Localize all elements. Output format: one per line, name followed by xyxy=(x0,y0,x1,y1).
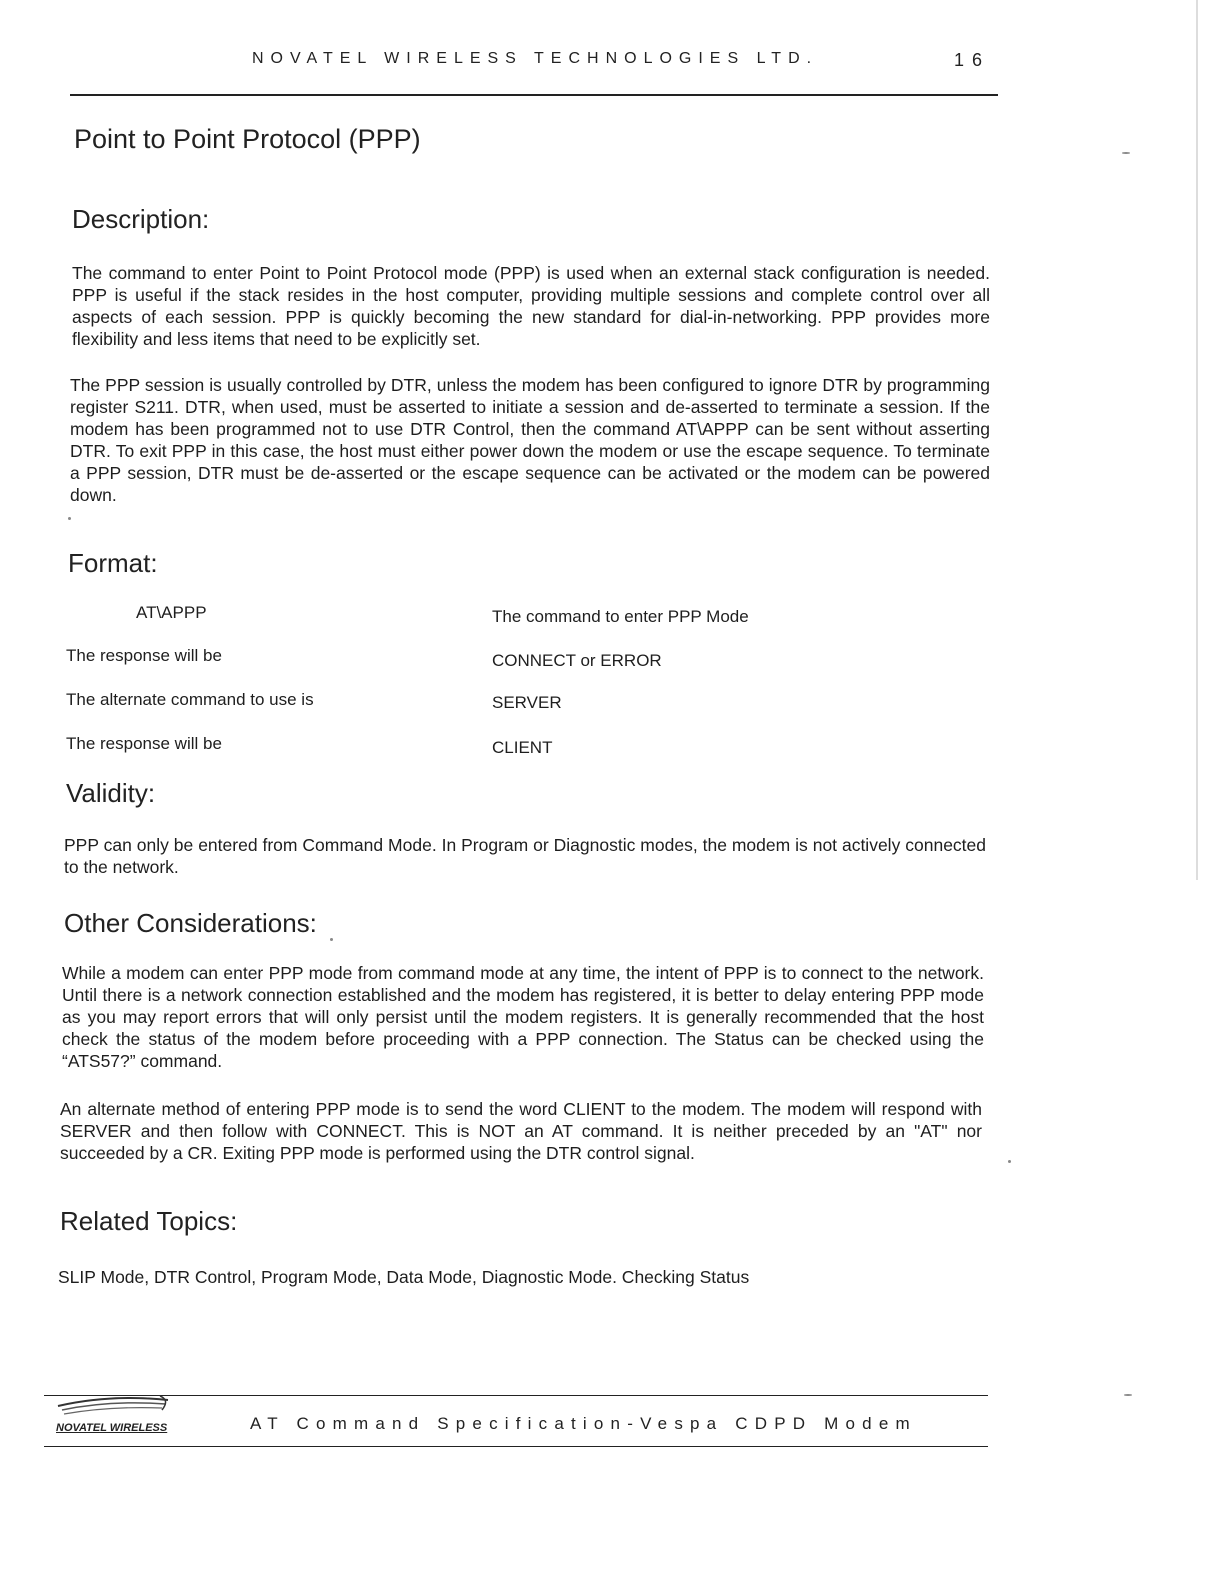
format-row-1-right: The command to enter PPP Mode xyxy=(492,607,749,626)
format-row-3-left: The alternate command to use is xyxy=(66,690,314,709)
other-considerations-heading: Other Considerations: xyxy=(64,908,317,938)
validity-heading: Validity: xyxy=(66,778,156,808)
related-topics-heading: Related Topics: xyxy=(60,1206,238,1236)
format-row-2-right: CONNECT or ERROR xyxy=(492,651,662,670)
description-paragraph-1: The command to enter Point to Point Protocol mode (PPP) is used when an external stack configuration is needed. PPP is useful if the stack resides in the host computer, providing multiple sessions and complete control over all aspects of each session. PPP is quickly becoming the new standard for dial-in-networking. PPP provides more flexibility and less items that need to be explicitly set. xyxy=(72,263,990,349)
scan-speck xyxy=(1122,152,1130,154)
page-title: Point to Point Protocol (PPP) xyxy=(74,124,421,154)
other-considerations-paragraph-1: While a modem can enter PPP mode from command mode at any time, the intent of PPP is to connect to the network. Until there is a network connection established and the modem has registered, it is better to delay entering PPP mode as you may report errors that will only persist until the modem registers. It is generally recommended that the host check the status of the modem before proceeding with a PPP connection. The Status can be checked using the “ATS57?” command. xyxy=(62,963,984,1071)
page-number: 16 xyxy=(954,50,991,70)
format-heading: Format: xyxy=(68,548,158,578)
scan-speck xyxy=(1008,1160,1011,1163)
format-row-3-right: SERVER xyxy=(492,693,562,712)
scan-speck xyxy=(1124,1394,1132,1396)
format-row-4-right: CLIENT xyxy=(492,738,553,757)
footer-title: AT Command Specification-Vespa CDPD Modem xyxy=(250,1414,917,1433)
footer-rule-bottom xyxy=(44,1446,988,1447)
scan-speck xyxy=(68,517,71,520)
description-paragraph-2: The PPP session is usually controlled by DTR, unless the modem has been configured to ignore DTR by programming register S211. DTR, when used, must be asserted to initiate a session and de-asserted to terminate a session. If the modem has been programmed not to use DTR Control, then the command AT\APPP can be sent without asserting DTR. To exit PPP in this case, the host must either power down the modem or use the escape sequence. To terminate a PPP session, DTR must be de-asserted or the escape sequence can be activated or the modem can be powered down. xyxy=(70,375,990,505)
description-heading: Description: xyxy=(72,204,210,234)
validity-paragraph: PPP can only be entered from Command Mode. In Program or Diagnostic modes, the modem is not actively connected to the network. xyxy=(64,835,986,877)
header-company-name: NOVATEL WIRELESS TECHNOLOGIES LTD. xyxy=(252,50,819,67)
scan-speck xyxy=(330,938,333,941)
related-topics-text: SLIP Mode, DTR Control, Program Mode, Data Mode, Diagnostic Mode. Checking Status xyxy=(58,1267,750,1287)
format-row-2-left: The response will be xyxy=(66,646,222,665)
scan-edge-line xyxy=(1196,0,1198,880)
format-row-4-left: The response will be xyxy=(66,734,222,753)
footer-rule-top xyxy=(44,1395,988,1396)
format-row-1-left: AT\APPP xyxy=(136,603,207,622)
logo-wordmark: NOVATEL WIRELESS xyxy=(56,1422,168,1434)
other-considerations-paragraph-2: An alternate method of entering PPP mode is to send the word CLIENT to the modem. The modem will respond with SERVER and then follow with CONNECT. This is NOT an AT command. It is neither preceded by an "AT" nor succeeded by a CR. Exiting PPP mode is performed using the DTR control signal. xyxy=(60,1099,982,1163)
header-rule xyxy=(70,94,998,96)
